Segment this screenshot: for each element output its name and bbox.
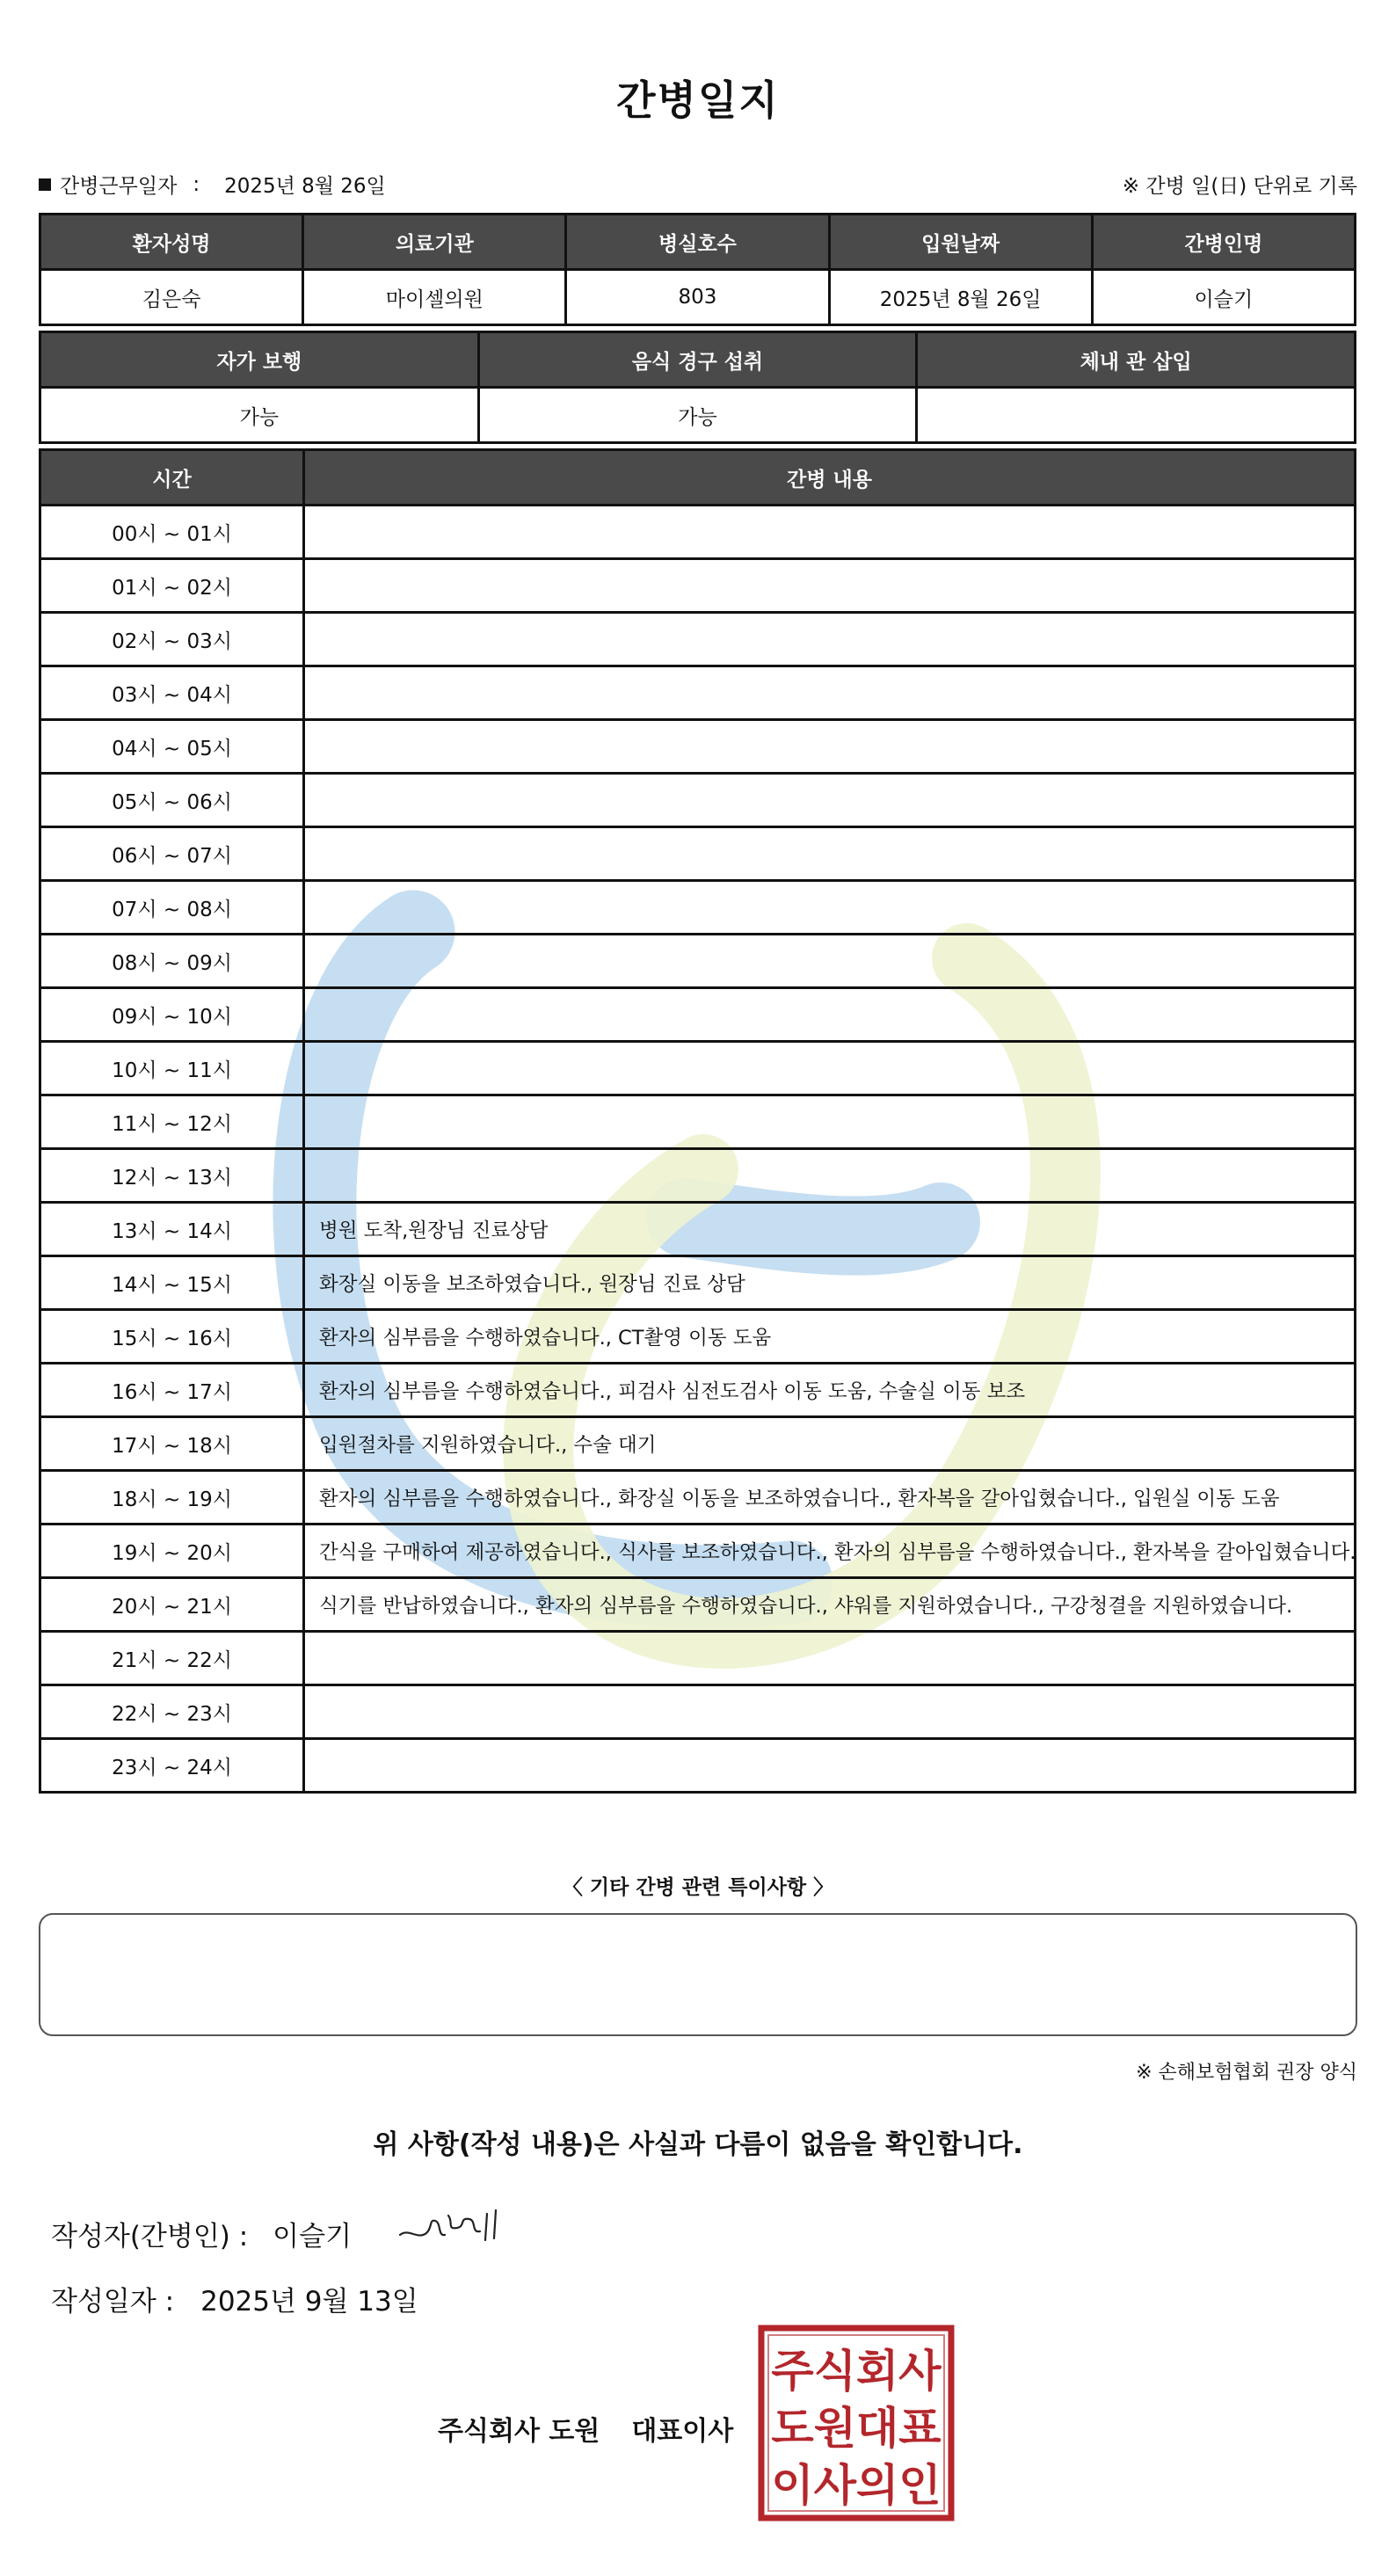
log-content [304,613,1356,666]
work-date-line [39,170,386,199]
writer-name: 이슬기 [273,2221,353,2252]
seal-line-2: 도원대표 [771,2403,942,2454]
log-time: 09시 ~ 10시 [40,988,304,1042]
log-body [40,506,1356,1793]
status-oral-intake: 가능 [478,388,917,443]
hourly-log-table [39,448,1356,1794]
info-header-hospital: 의료기관 [303,215,566,270]
log-row [40,1203,1356,1256]
log-row [40,1256,1356,1310]
log-row [40,1417,1356,1471]
patient-name: 김은숙 [40,270,303,325]
log-row [40,1310,1356,1364]
log-content [304,1042,1356,1095]
log-time: 03시 ~ 04시 [40,666,304,720]
log-header-row [40,450,1356,506]
log-time: 05시 ~ 06시 [40,774,304,827]
log-row [40,774,1356,827]
log-row [40,666,1356,720]
unit-note: ※ 간병 일(日) 단위로 기록 [1122,175,1357,198]
log-row [40,1042,1356,1095]
log-time: 14시 ~ 15시 [40,1256,304,1310]
log-time: 07시 ~ 08시 [40,881,304,935]
log-content [304,827,1356,881]
log-time: 19시 ~ 20시 [40,1524,304,1578]
log-content [304,1095,1356,1149]
writer-line [51,2214,352,2253]
log-time: 18시 ~ 19시 [40,1471,304,1524]
info-header-patient: 환자성명 [40,215,303,270]
log-time: 10시 ~ 11시 [40,1042,304,1095]
log-content: 환자의 심부름을 수행하였습니다., CT촬영 이동 도움 [304,1310,1356,1364]
log-content: 화장실 이동을 보조하였습니다., 원장님 진료 상담 [304,1256,1356,1310]
log-row [40,559,1356,613]
caregiver-name: 이슬기 [1092,270,1355,325]
log-time: 23시 ~ 24시 [40,1739,304,1793]
log-header-content: 간병 내용 [304,450,1356,506]
log-time: 08시 ~ 09시 [40,935,304,988]
status-tube [917,388,1356,443]
bullet-square-icon [39,178,51,191]
company-seal [758,2325,955,2521]
remarks-box [39,1913,1357,2036]
log-content [304,720,1356,774]
remarks-title: 〈 기타 간병 관련 특이사항 〉 [562,1876,834,1899]
log-row [40,935,1356,988]
seal-line-3: 이사의인 [771,2460,942,2511]
log-content [304,559,1356,613]
log-content [304,1685,1356,1739]
work-date-label: 간병근무일자 [60,175,178,198]
hospital-name: 마이셀의원 [303,270,566,325]
log-row [40,1524,1356,1578]
log-content [304,881,1356,935]
log-content: 환자의 심부름을 수행하였습니다., 피검사 심전도검사 이동 도움, 수술실 이동 보조 [304,1364,1356,1417]
info-value-row [40,270,1356,325]
log-time: 22시 ~ 23시 [40,1685,304,1739]
write-date-value: 2025년 9월 13일 [200,2286,418,2318]
status-header-oral-intake: 음식 경구 섭취 [478,332,917,388]
log-time: 01시 ~ 02시 [40,559,304,613]
writer-label: 작성자(간병인) : [51,2221,249,2252]
status-header-walking: 자가 보행 [40,332,479,388]
info-header-room: 병실호수 [566,215,829,270]
room-number: 803 [566,270,829,325]
log-content [304,774,1356,827]
work-date-colon: : [193,172,200,196]
log-row [40,1739,1356,1793]
log-content [304,1632,1356,1685]
company-name: 주식회사 도원 [438,2416,600,2447]
log-content: 병원 도착,원장님 진료상담 [304,1203,1356,1256]
log-content [304,1739,1356,1793]
write-date-line [51,2279,418,2318]
log-time: 04시 ~ 05시 [40,720,304,774]
log-time: 12시 ~ 13시 [40,1149,304,1203]
log-row [40,506,1356,559]
log-content [304,666,1356,720]
log-row [40,1364,1356,1417]
log-time: 13시 ~ 14시 [40,1203,304,1256]
log-time: 06시 ~ 07시 [40,827,304,881]
log-row [40,1471,1356,1524]
log-row [40,988,1356,1042]
log-time: 02시 ~ 03시 [40,613,304,666]
log-content: 간식을 구매하여 제공하였습니다., 식사를 보조하였습니다., 환자의 심부름을 수행하였습니다., 환자복을 갈아입혔습니다. [304,1524,1356,1578]
log-content [304,1149,1356,1203]
log-content: 환자의 심부름을 수행하였습니다., 화장실 이동을 보조하였습니다., 환자복을 갈아입혔습니다., 입원실 이동 도움 [304,1471,1356,1524]
log-row [40,881,1356,935]
log-content [304,988,1356,1042]
log-content [304,935,1356,988]
seal-line-1: 주식회사 [771,2346,942,2397]
log-row [40,1578,1356,1632]
info-header-caregiver: 간병인명 [1092,215,1355,270]
company-line [438,2409,733,2448]
log-content: 입원절차를 지원하였습니다., 수술 대기 [304,1417,1356,1471]
log-row [40,720,1356,774]
log-row [40,1149,1356,1203]
info-header-admission: 입원날짜 [829,215,1092,270]
log-row [40,1095,1356,1149]
patient-status-table [39,331,1356,444]
signature-mark [396,2201,519,2254]
form-note: ※ 손해보험협회 권장 양식 [1136,2062,1357,2084]
admission-date: 2025년 8월 26일 [829,270,1092,325]
log-content: 식기를 반납하였습니다., 환자의 심부름을 수행하였습니다., 샤워를 지원하였습니다., 구강청결을 지원하였습니다. [304,1578,1356,1632]
log-time: 21시 ~ 22시 [40,1632,304,1685]
status-walking: 가능 [40,388,479,443]
log-time: 17시 ~ 18시 [40,1417,304,1471]
status-header-tube: 체내 관 삽입 [917,332,1356,388]
representative-title: 대표이사 [631,2416,734,2447]
log-time: 00시 ~ 01시 [40,506,304,559]
page-title: 간병일지 [616,76,780,124]
log-time: 16시 ~ 17시 [40,1364,304,1417]
log-header-time: 시간 [40,450,304,506]
confirmation-statement: 위 사항(작성 내용)은 사실과 다름이 없음을 확인합니다. [373,2129,1023,2160]
status-value-row [40,388,1356,443]
log-time: 20시 ~ 21시 [40,1578,304,1632]
log-time: 15시 ~ 16시 [40,1310,304,1364]
log-content [304,506,1356,559]
log-row [40,613,1356,666]
info-header-row [40,215,1356,270]
work-date-value: 2025년 8월 26일 [224,175,386,198]
log-row [40,1685,1356,1739]
patient-info-table [39,213,1356,326]
log-time: 11시 ~ 12시 [40,1095,304,1149]
log-row [40,1632,1356,1685]
write-date-label: 작성일자 : [51,2286,175,2318]
log-row [40,827,1356,881]
status-header-row [40,332,1356,388]
